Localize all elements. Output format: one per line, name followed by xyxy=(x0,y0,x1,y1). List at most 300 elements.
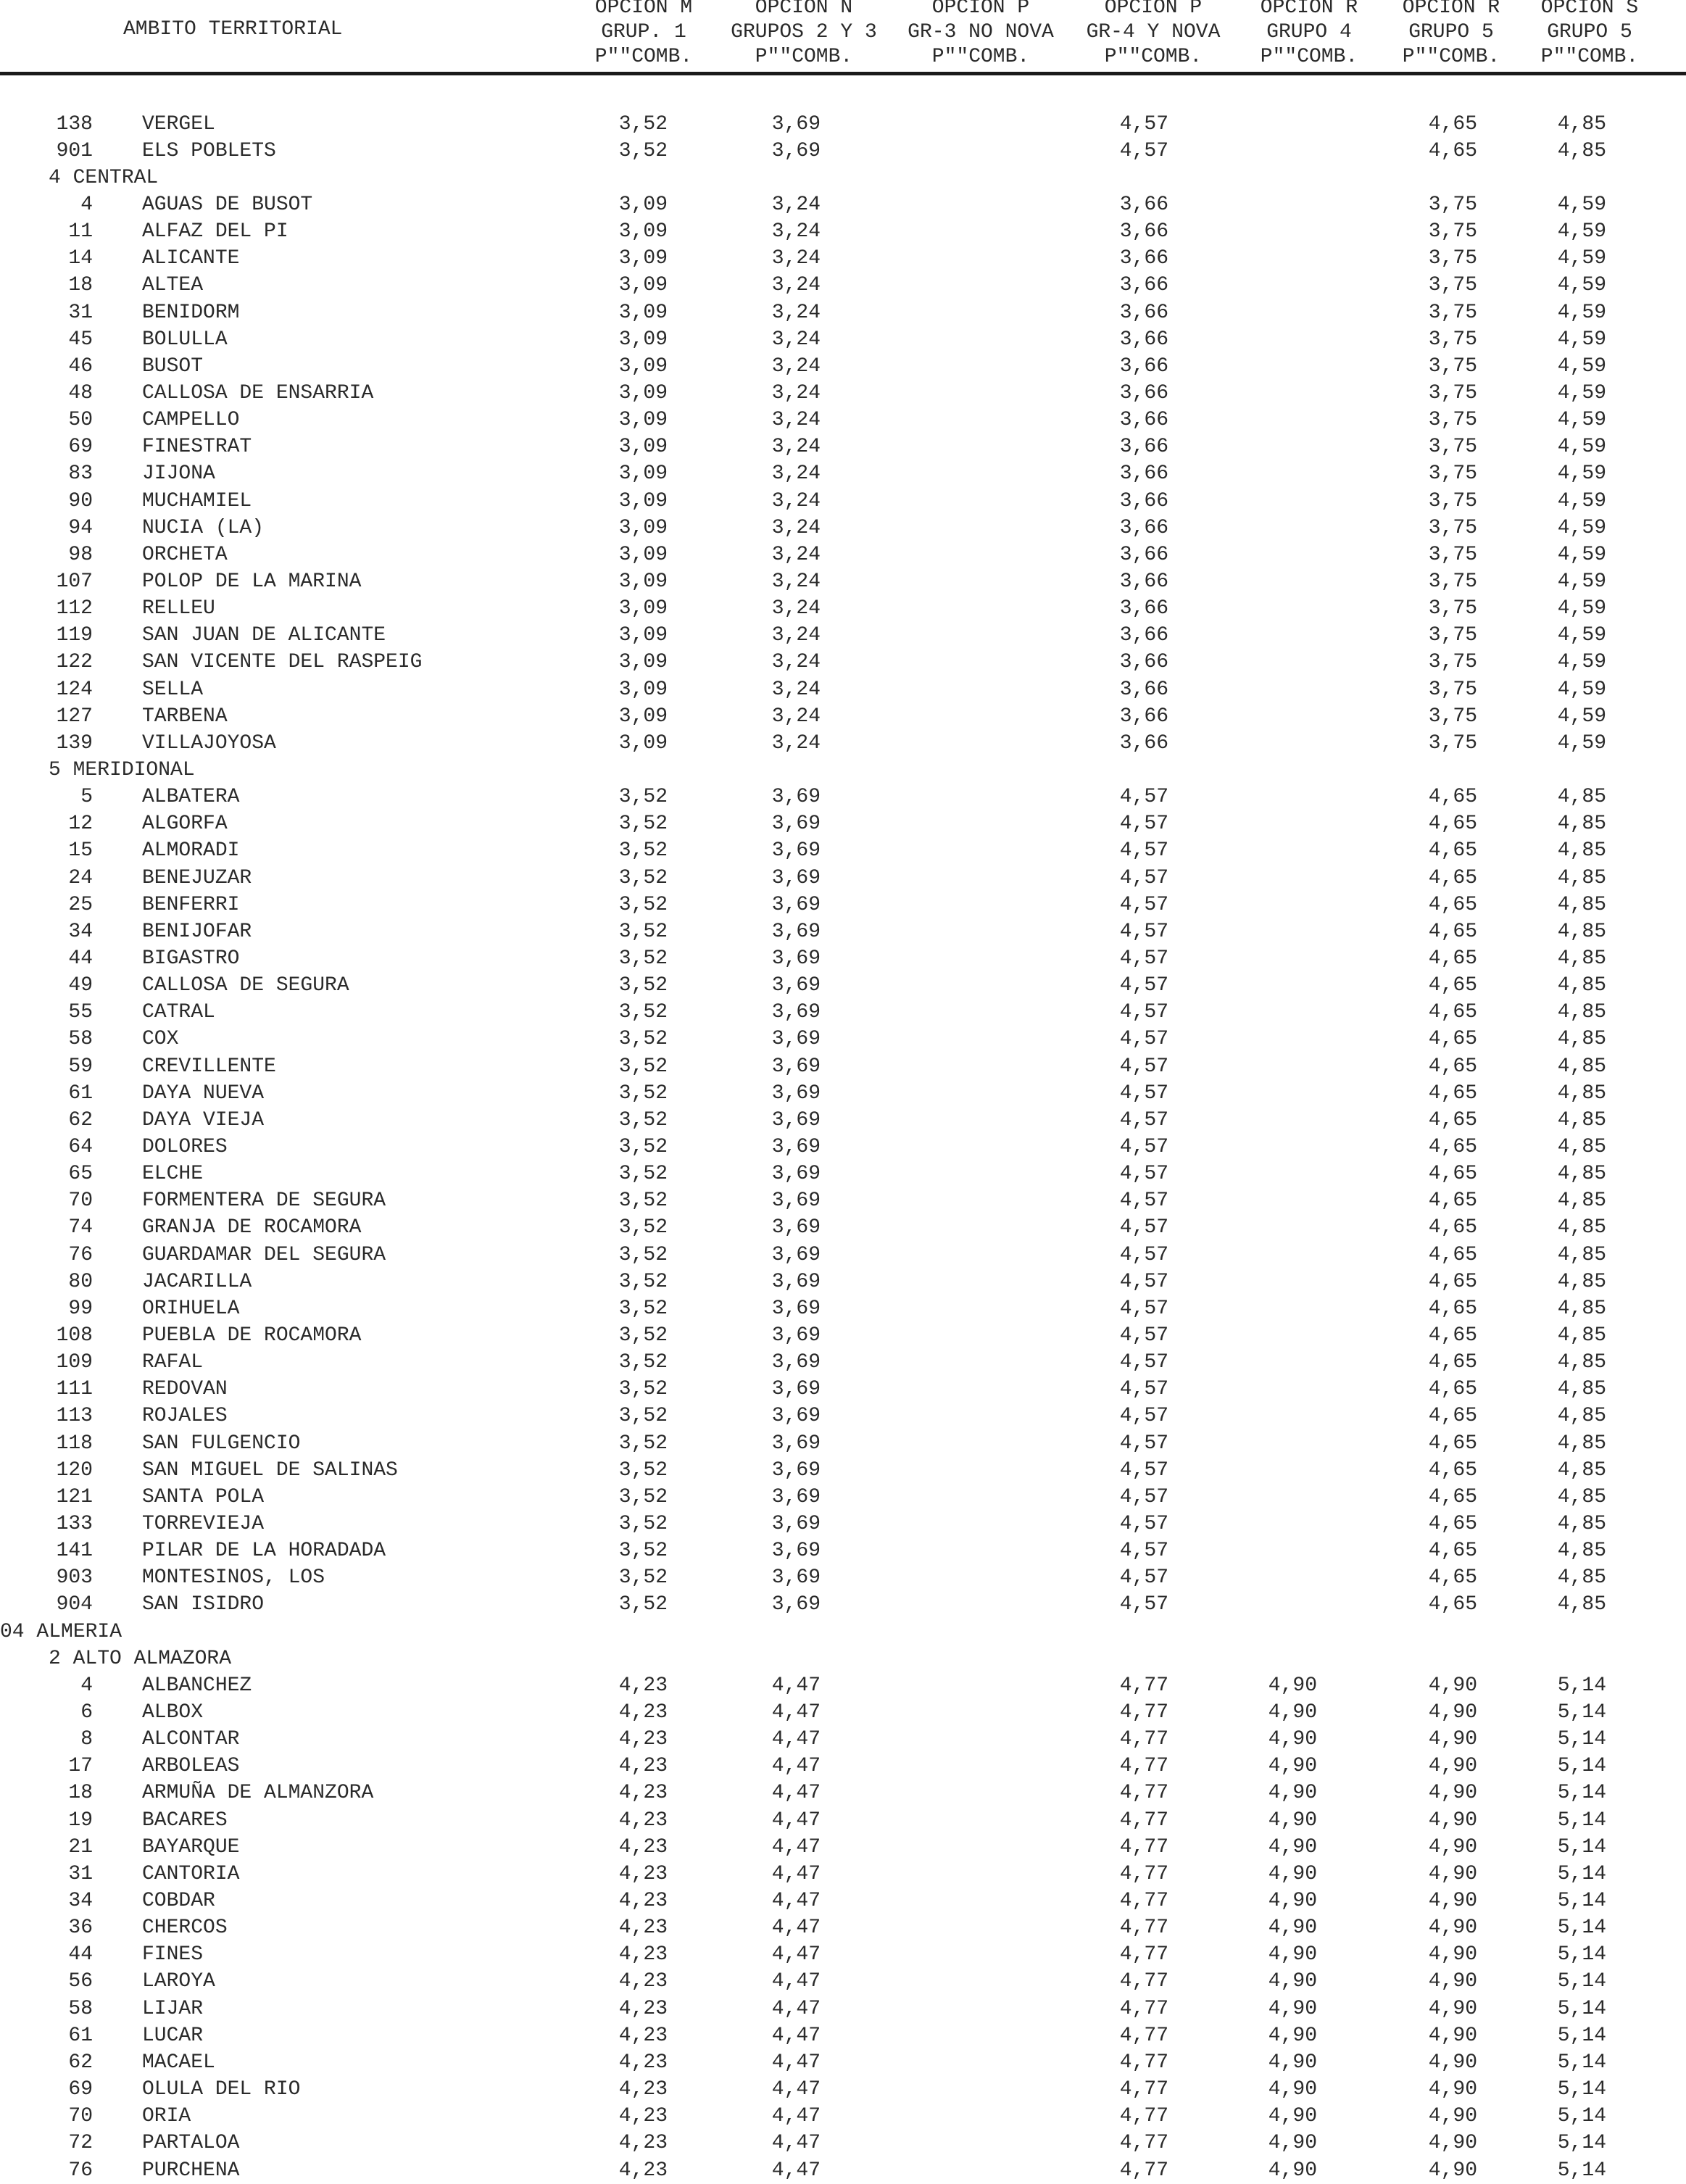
value-opcion-r-g5: 4,90 xyxy=(1428,1997,1477,2020)
municipality-code: 49 xyxy=(68,974,93,997)
table-header xyxy=(0,0,1686,80)
value-opcion-p-gr4: 4,57 xyxy=(1119,866,1168,889)
value-opcion-n: 3,69 xyxy=(771,1566,821,1590)
municipality-name: AGUAS DE BUSOT xyxy=(142,193,313,216)
municipality-code: 118 xyxy=(56,1432,93,1455)
section-label: 4 CENTRAL xyxy=(49,166,159,189)
municipality-code: 14 xyxy=(68,247,93,270)
value-opcion-n: 3,69 xyxy=(771,1163,821,1186)
value-opcion-m: 4,23 xyxy=(618,1862,668,1885)
municipality-code: 72 xyxy=(68,2132,93,2155)
value-opcion-m: 4,23 xyxy=(618,1917,668,1940)
section-label: 04 ALMERIA xyxy=(0,1620,122,1643)
municipality-code: 138 xyxy=(56,112,93,136)
municipality-name: LAROYA xyxy=(142,1970,215,1993)
value-opcion-m: 3,52 xyxy=(618,920,668,943)
value-opcion-n: 3,69 xyxy=(771,1485,821,1508)
table-row xyxy=(0,488,1686,515)
value-opcion-r-g4: 4,90 xyxy=(1268,1835,1317,1859)
header-line: OPCION M xyxy=(594,0,693,19)
table-row xyxy=(0,1160,1686,1187)
value-opcion-p-gr4: 4,77 xyxy=(1119,1917,1168,1940)
municipality-name: VERGEL xyxy=(142,112,215,136)
value-opcion-s: 5,14 xyxy=(1557,2024,1606,2047)
municipality-name: OLULA DEL RIO xyxy=(142,2078,301,2101)
value-opcion-p-gr4: 4,57 xyxy=(1119,1593,1168,1616)
municipality-name: DOLORES xyxy=(142,1136,228,1158)
value-opcion-p-gr4: 4,57 xyxy=(1119,1081,1168,1105)
value-opcion-n: 3,69 xyxy=(771,893,821,916)
table-row xyxy=(0,2130,1686,2156)
value-opcion-s: 4,85 xyxy=(1557,866,1606,889)
value-opcion-m: 4,23 xyxy=(618,2024,668,2047)
value-opcion-s: 4,85 xyxy=(1557,1593,1606,1616)
table-row xyxy=(0,2022,1686,2049)
table-row xyxy=(0,1672,1686,1699)
municipality-code: 48 xyxy=(68,381,93,404)
value-opcion-m: 3,09 xyxy=(618,436,668,459)
value-opcion-s: 4,85 xyxy=(1557,1028,1606,1051)
value-opcion-s: 4,59 xyxy=(1557,436,1606,459)
value-opcion-s: 5,14 xyxy=(1557,1809,1606,1832)
header-line: OPCION P xyxy=(931,0,1030,19)
municipality-code: 56 xyxy=(68,1970,93,1993)
value-opcion-n: 3,24 xyxy=(771,462,821,486)
table-row xyxy=(0,272,1686,299)
municipality-name: SAN MIGUEL DE SALINAS xyxy=(142,1458,398,1482)
table-row xyxy=(0,515,1686,541)
header-line: OPCION P xyxy=(1104,0,1203,19)
municipality-name: BUSOT xyxy=(142,354,204,378)
table-row xyxy=(0,111,1686,138)
value-opcion-m: 3,52 xyxy=(618,1432,668,1455)
municipality-code: 4 xyxy=(80,193,93,216)
value-opcion-m: 4,23 xyxy=(618,1782,668,1805)
table-row xyxy=(0,1403,1686,1429)
table-row xyxy=(0,1242,1686,1269)
value-opcion-s: 4,85 xyxy=(1557,1189,1606,1213)
value-opcion-n: 3,24 xyxy=(771,597,821,620)
value-opcion-m: 3,09 xyxy=(618,274,668,297)
value-opcion-r-g4: 4,90 xyxy=(1268,2105,1317,2128)
municipality-code: 69 xyxy=(68,2078,93,2101)
municipality-name: TORREVIEJA xyxy=(142,1513,265,1536)
value-opcion-p-gr4: 3,66 xyxy=(1119,678,1168,701)
value-opcion-r-g4: 4,90 xyxy=(1268,1862,1317,1885)
header-rule xyxy=(0,72,1686,75)
value-opcion-r-g4: 4,90 xyxy=(1268,1701,1317,1724)
municipality-name: BENEJUZAR xyxy=(142,866,252,889)
value-opcion-n: 4,47 xyxy=(771,1890,821,1913)
value-opcion-r-g5: 4,65 xyxy=(1428,813,1477,836)
table-row xyxy=(0,1753,1686,1780)
municipality-code: 36 xyxy=(68,1917,93,1940)
municipality-code: 62 xyxy=(68,1108,93,1132)
value-opcion-r-g5: 3,75 xyxy=(1428,570,1477,593)
municipality-name: REDOVAN xyxy=(142,1378,228,1401)
value-opcion-m: 3,52 xyxy=(618,1001,668,1024)
municipality-name: VILLAJOYOSA xyxy=(142,731,276,755)
value-opcion-m: 4,23 xyxy=(618,1728,668,1751)
value-opcion-r-g5: 4,65 xyxy=(1428,920,1477,943)
value-opcion-r-g5: 3,75 xyxy=(1428,328,1477,351)
value-opcion-p-gr4: 3,66 xyxy=(1119,328,1168,351)
value-opcion-m: 3,52 xyxy=(618,1540,668,1563)
municipality-name: BACARES xyxy=(142,1809,228,1832)
section-heading xyxy=(0,1619,1686,1645)
value-opcion-m: 3,52 xyxy=(618,1405,668,1428)
municipality-code: 34 xyxy=(68,1890,93,1913)
value-opcion-m: 3,52 xyxy=(618,1566,668,1590)
value-opcion-r-g5: 4,90 xyxy=(1428,2078,1477,2101)
value-opcion-p-gr4: 4,57 xyxy=(1119,1001,1168,1024)
value-opcion-r-g5: 4,65 xyxy=(1428,947,1477,970)
value-opcion-p-gr4: 4,57 xyxy=(1119,139,1168,162)
value-opcion-s: 4,85 xyxy=(1557,1378,1606,1401)
value-opcion-p-gr4: 4,57 xyxy=(1119,1163,1168,1186)
table-row xyxy=(0,1322,1686,1349)
value-opcion-p-gr4: 4,57 xyxy=(1119,1028,1168,1051)
value-opcion-m: 3,52 xyxy=(618,112,668,136)
municipality-code: 18 xyxy=(68,274,93,297)
municipality-code: 19 xyxy=(68,1809,93,1832)
value-opcion-p-gr4: 3,66 xyxy=(1119,731,1168,755)
value-opcion-n: 3,24 xyxy=(771,651,821,674)
value-opcion-s: 4,85 xyxy=(1557,139,1606,162)
municipality-name: GUARDAMAR DEL SEGURA xyxy=(142,1243,386,1266)
value-opcion-p-gr4: 4,77 xyxy=(1119,1701,1168,1724)
value-opcion-p-gr4: 4,57 xyxy=(1119,1351,1168,1374)
value-opcion-s: 4,59 xyxy=(1557,678,1606,701)
value-opcion-r-g5: 3,75 xyxy=(1428,247,1477,270)
municipality-name: LUCAR xyxy=(142,2024,204,2047)
table-row xyxy=(0,1349,1686,1376)
value-opcion-m: 3,52 xyxy=(618,139,668,162)
value-opcion-s: 5,14 xyxy=(1557,2159,1606,2182)
value-opcion-m: 3,09 xyxy=(618,543,668,566)
value-opcion-m: 4,23 xyxy=(618,2105,668,2128)
table-row xyxy=(0,568,1686,595)
value-opcion-p-gr4: 3,66 xyxy=(1119,301,1168,324)
value-opcion-s: 4,85 xyxy=(1557,1163,1606,1186)
table-row xyxy=(0,1888,1686,1914)
municipality-code: 901 xyxy=(56,139,93,162)
value-opcion-r-g5: 4,65 xyxy=(1428,112,1477,136)
header-line: GRUPO 5 xyxy=(1408,21,1494,43)
value-opcion-s: 4,85 xyxy=(1557,1513,1606,1536)
municipality-code: 98 xyxy=(68,543,93,566)
value-opcion-s: 4,85 xyxy=(1557,1216,1606,1240)
value-opcion-s: 4,59 xyxy=(1557,462,1606,486)
table-row xyxy=(0,892,1686,918)
value-opcion-r-g5: 4,90 xyxy=(1428,1809,1477,1832)
municipality-code: 80 xyxy=(68,1270,93,1293)
municipality-code: 111 xyxy=(56,1378,93,1401)
value-opcion-p-gr4: 3,66 xyxy=(1119,354,1168,378)
table-row xyxy=(0,541,1686,568)
value-opcion-r-g4: 4,90 xyxy=(1268,1755,1317,1778)
value-opcion-r-g4: 4,90 xyxy=(1268,2051,1317,2074)
value-opcion-n: 3,24 xyxy=(771,193,821,216)
value-opcion-p-gr4: 4,57 xyxy=(1119,974,1168,997)
table-row xyxy=(0,1511,1686,1537)
value-opcion-r-g5: 4,65 xyxy=(1428,1108,1477,1132)
value-opcion-p-gr4: 4,57 xyxy=(1119,1432,1168,1455)
value-opcion-r-g5: 4,65 xyxy=(1428,1028,1477,1051)
value-opcion-s: 4,85 xyxy=(1557,1458,1606,1482)
municipality-name: RELLEU xyxy=(142,597,215,620)
municipality-code: 122 xyxy=(56,651,93,674)
municipality-code: 904 xyxy=(56,1593,93,1616)
table-row xyxy=(0,703,1686,730)
municipality-name: ALICANTE xyxy=(142,247,240,270)
municipality-code: 113 xyxy=(56,1405,93,1428)
value-opcion-s: 5,14 xyxy=(1557,1917,1606,1940)
value-opcion-n: 4,47 xyxy=(771,2051,821,2074)
municipality-code: 61 xyxy=(68,2024,93,2047)
municipality-code: 11 xyxy=(68,220,93,244)
value-opcion-m: 3,52 xyxy=(618,1270,668,1293)
table-row xyxy=(0,622,1686,649)
municipality-name: CALLOSA DE SEGURA xyxy=(142,974,349,997)
value-opcion-s: 4,85 xyxy=(1557,1108,1606,1132)
municipality-code: 58 xyxy=(68,1997,93,2020)
value-opcion-p-gr4: 3,66 xyxy=(1119,543,1168,566)
value-opcion-s: 5,14 xyxy=(1557,1701,1606,1724)
value-opcion-p-gr4: 4,57 xyxy=(1119,1540,1168,1563)
municipality-code: 76 xyxy=(68,2159,93,2182)
table-row xyxy=(0,1430,1686,1457)
table-row xyxy=(0,2049,1686,2076)
value-opcion-p-gr4: 4,57 xyxy=(1119,112,1168,136)
municipality-name: SELLA xyxy=(142,678,204,701)
value-opcion-p-gr4: 4,77 xyxy=(1119,1862,1168,1885)
municipality-code: 24 xyxy=(68,866,93,889)
municipality-code: 903 xyxy=(56,1566,93,1590)
municipality-name: ORIA xyxy=(142,2105,191,2128)
header-ambito-territorial: AMBITO TERRITORIAL xyxy=(123,18,343,41)
municipality-code: 55 xyxy=(68,1001,93,1024)
value-opcion-p-gr4: 4,57 xyxy=(1119,786,1168,809)
value-opcion-m: 3,52 xyxy=(618,1243,668,1266)
value-opcion-p-gr4: 4,77 xyxy=(1119,1835,1168,1859)
value-opcion-n: 3,24 xyxy=(771,705,821,728)
value-opcion-r-g5: 4,65 xyxy=(1428,839,1477,863)
municipality-code: 133 xyxy=(56,1513,93,1536)
value-opcion-n: 4,47 xyxy=(771,1755,821,1778)
value-opcion-r-g5: 4,65 xyxy=(1428,1485,1477,1508)
value-opcion-n: 3,69 xyxy=(771,1540,821,1563)
municipality-name: BAYARQUE xyxy=(142,1835,240,1859)
table-row xyxy=(0,1941,1686,1968)
value-opcion-r-g4: 4,90 xyxy=(1268,1674,1317,1697)
value-opcion-n: 3,69 xyxy=(771,1458,821,1482)
value-opcion-n: 4,47 xyxy=(771,1970,821,1993)
municipality-name: ELCHE xyxy=(142,1163,204,1186)
value-opcion-s: 4,85 xyxy=(1557,1351,1606,1374)
value-opcion-p-gr4: 3,66 xyxy=(1119,409,1168,432)
value-opcion-s: 5,14 xyxy=(1557,1782,1606,1805)
value-opcion-m: 3,09 xyxy=(618,651,668,674)
value-opcion-p-gr4: 4,57 xyxy=(1119,1055,1168,1078)
table-row xyxy=(0,1026,1686,1052)
value-opcion-p-gr4: 4,77 xyxy=(1119,1728,1168,1751)
value-opcion-r-g5: 4,65 xyxy=(1428,974,1477,997)
value-opcion-s: 4,59 xyxy=(1557,409,1606,432)
value-opcion-s: 5,14 xyxy=(1557,2078,1606,2101)
value-opcion-r-g5: 4,65 xyxy=(1428,1189,1477,1213)
value-opcion-m: 3,09 xyxy=(618,462,668,486)
value-opcion-n: 3,24 xyxy=(771,516,821,539)
value-opcion-p-gr4: 4,77 xyxy=(1119,1782,1168,1805)
municipality-code: 107 xyxy=(56,570,93,593)
municipality-code: 74 xyxy=(68,1216,93,1240)
value-opcion-s: 4,85 xyxy=(1557,1055,1606,1078)
table-row xyxy=(0,972,1686,999)
table-row xyxy=(0,649,1686,676)
value-opcion-m: 4,23 xyxy=(618,2159,668,2182)
value-opcion-n: 4,47 xyxy=(771,1917,821,1940)
table-row xyxy=(0,218,1686,245)
value-opcion-p-gr4: 4,77 xyxy=(1119,2105,1168,2128)
municipality-name: ALMORADI xyxy=(142,839,240,863)
table-row xyxy=(0,918,1686,945)
value-opcion-p-gr4: 4,57 xyxy=(1119,1216,1168,1240)
value-opcion-n: 3,69 xyxy=(771,1405,821,1428)
header-line: P""COMB. xyxy=(931,46,1030,68)
municipality-code: 120 xyxy=(56,1458,93,1482)
municipality-name: ROJALES xyxy=(142,1405,228,1428)
value-opcion-m: 3,09 xyxy=(618,570,668,593)
table-row xyxy=(0,1996,1686,2022)
municipality-name: ALBOX xyxy=(142,1701,204,1724)
value-opcion-n: 3,24 xyxy=(771,381,821,404)
value-opcion-m: 3,09 xyxy=(618,247,668,270)
value-opcion-s: 4,59 xyxy=(1557,193,1606,216)
value-opcion-m: 3,52 xyxy=(618,974,668,997)
value-opcion-r-g5: 4,90 xyxy=(1428,1701,1477,1724)
municipality-code: 124 xyxy=(56,678,93,701)
value-opcion-r-g5: 4,90 xyxy=(1428,1835,1477,1859)
value-opcion-p-gr4: 4,77 xyxy=(1119,2051,1168,2074)
value-opcion-n: 4,47 xyxy=(771,1943,821,1967)
value-opcion-p-gr4: 4,77 xyxy=(1119,2024,1168,2047)
value-opcion-s: 4,85 xyxy=(1557,1001,1606,1024)
value-opcion-r-g5: 4,65 xyxy=(1428,139,1477,162)
value-opcion-r-g5: 4,90 xyxy=(1428,2105,1477,2128)
value-opcion-m: 3,09 xyxy=(618,624,668,647)
municipality-name: BENFERRI xyxy=(142,893,240,916)
municipality-name: ALBATERA xyxy=(142,786,240,809)
value-opcion-m: 3,52 xyxy=(618,1163,668,1186)
municipality-code: 5 xyxy=(80,786,93,809)
value-opcion-r-g4: 4,90 xyxy=(1268,2132,1317,2155)
value-opcion-r-g4: 4,90 xyxy=(1268,1890,1317,1913)
municipality-name: SAN FULGENCIO xyxy=(142,1432,301,1455)
value-opcion-s: 5,14 xyxy=(1557,2105,1606,2128)
value-opcion-m: 3,52 xyxy=(618,1297,668,1320)
value-opcion-n: 4,47 xyxy=(771,1809,821,1832)
municipality-name: LIJAR xyxy=(142,1997,204,2020)
header-line: P""COMB. xyxy=(755,46,853,68)
table-row xyxy=(0,1861,1686,1888)
header-line: GRUPO 5 xyxy=(1547,21,1632,43)
value-opcion-m: 3,09 xyxy=(618,328,668,351)
value-opcion-n: 3,24 xyxy=(771,274,821,297)
value-opcion-s: 4,85 xyxy=(1557,1243,1606,1266)
value-opcion-n: 3,24 xyxy=(771,247,821,270)
value-opcion-n: 4,47 xyxy=(771,1862,821,1885)
municipality-name: NUCIA (LA) xyxy=(142,516,265,539)
section-heading xyxy=(0,757,1686,784)
value-opcion-m: 3,52 xyxy=(618,866,668,889)
value-opcion-s: 4,59 xyxy=(1557,489,1606,512)
value-opcion-n: 3,69 xyxy=(771,112,821,136)
value-opcion-n: 3,69 xyxy=(771,1216,821,1240)
value-opcion-p-gr4: 3,66 xyxy=(1119,597,1168,620)
municipality-name: POLOP DE LA MARINA xyxy=(142,570,362,593)
value-opcion-m: 3,52 xyxy=(618,893,668,916)
municipality-code: 141 xyxy=(56,1540,93,1563)
header-line: GR-4 Y NOVA xyxy=(1086,21,1221,43)
value-opcion-s: 4,85 xyxy=(1557,839,1606,863)
value-opcion-p-gr4: 3,66 xyxy=(1119,705,1168,728)
value-opcion-r-g5: 4,65 xyxy=(1428,866,1477,889)
value-opcion-n: 4,47 xyxy=(771,1835,821,1859)
value-opcion-r-g5: 4,90 xyxy=(1428,1755,1477,1778)
table-row xyxy=(0,2076,1686,2103)
header-line: OPCION N xyxy=(755,0,853,19)
value-opcion-r-g5: 4,90 xyxy=(1428,2132,1477,2155)
value-opcion-p-gr4: 4,57 xyxy=(1119,813,1168,836)
table-row xyxy=(0,407,1686,433)
value-opcion-m: 3,52 xyxy=(618,947,668,970)
value-opcion-r-g5: 3,75 xyxy=(1428,462,1477,486)
value-opcion-r-g5: 4,65 xyxy=(1428,1351,1477,1374)
municipality-code: 58 xyxy=(68,1028,93,1051)
value-opcion-r-g5: 3,75 xyxy=(1428,220,1477,244)
value-opcion-m: 3,52 xyxy=(618,1216,668,1240)
municipality-code: 44 xyxy=(68,1943,93,1967)
table-row xyxy=(0,810,1686,837)
value-opcion-m: 4,23 xyxy=(618,1890,668,1913)
value-opcion-n: 3,69 xyxy=(771,1028,821,1051)
municipality-name: ARBOLEAS xyxy=(142,1755,240,1778)
value-opcion-r-g5: 3,75 xyxy=(1428,731,1477,755)
value-opcion-s: 5,14 xyxy=(1557,2132,1606,2155)
value-opcion-p-gr4: 4,57 xyxy=(1119,1297,1168,1320)
value-opcion-n: 3,24 xyxy=(771,731,821,755)
header-line: OPCION R xyxy=(1260,0,1358,19)
value-opcion-m: 3,52 xyxy=(618,1028,668,1051)
municipality-code: 18 xyxy=(68,1782,93,1805)
value-opcion-m: 4,23 xyxy=(618,1674,668,1697)
value-opcion-r-g5: 4,65 xyxy=(1428,1297,1477,1320)
value-opcion-m: 3,09 xyxy=(618,597,668,620)
municipality-code: 44 xyxy=(68,947,93,970)
value-opcion-n: 3,24 xyxy=(771,678,821,701)
value-opcion-n: 4,47 xyxy=(771,1701,821,1724)
value-opcion-p-gr4: 4,77 xyxy=(1119,1890,1168,1913)
value-opcion-n: 3,69 xyxy=(771,813,821,836)
value-opcion-n: 3,24 xyxy=(771,489,821,512)
municipality-code: 46 xyxy=(68,354,93,378)
value-opcion-n: 3,24 xyxy=(771,301,821,324)
table-row xyxy=(0,1968,1686,1995)
value-opcion-n: 3,69 xyxy=(771,920,821,943)
header-line: P""COMB. xyxy=(1104,46,1203,68)
municipality-name: JACARILLA xyxy=(142,1270,252,1293)
